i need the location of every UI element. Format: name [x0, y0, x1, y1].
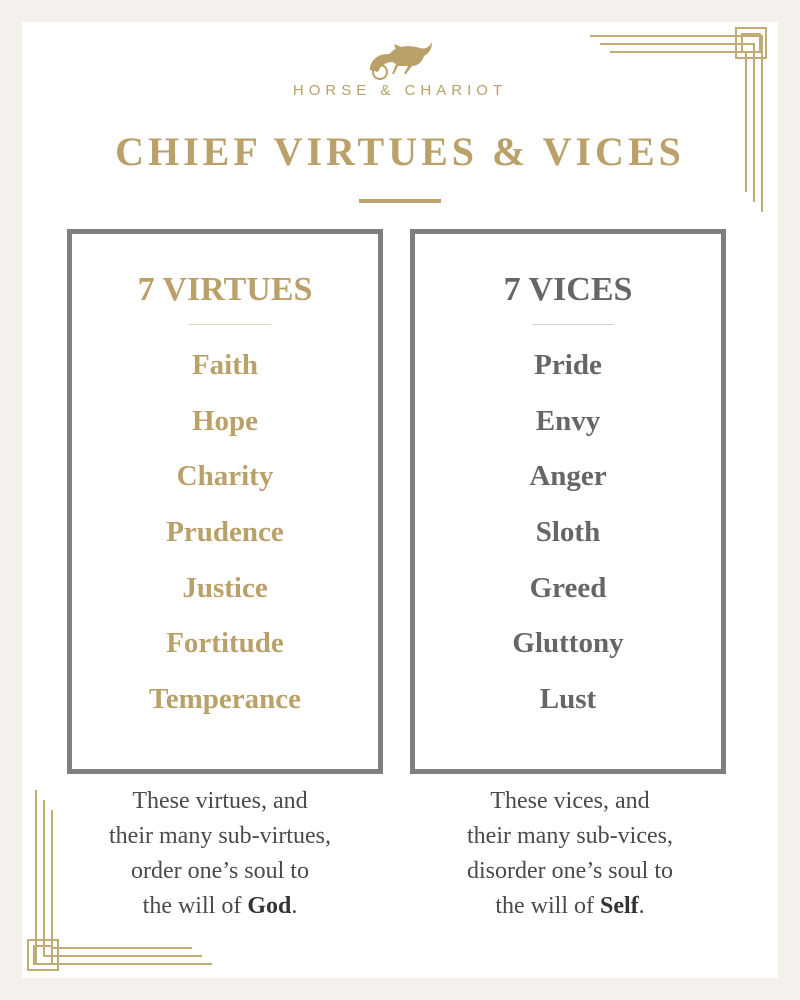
virtues-divider: [189, 324, 271, 325]
caption-punctuation: .: [291, 893, 298, 919]
vice-item: Lust: [539, 683, 597, 716]
virtues-box: [67, 229, 383, 774]
caption-line: order one’s soul to: [131, 858, 309, 884]
virtue-item: Faith: [191, 349, 259, 381]
vices-list: [415, 341, 721, 731]
vice-item: Pride: [534, 349, 602, 381]
caption-emphasis: God: [247, 893, 292, 919]
vice-item: Anger: [529, 460, 607, 493]
caption-line: [60, 889, 380, 924]
virtues-caption: [60, 784, 380, 924]
caption-line: [410, 889, 730, 924]
vice-item: Sloth: [535, 516, 601, 549]
caption-line: their many sub-vices,: [467, 823, 673, 849]
virtues-heading: 7 VIRTUES: [137, 271, 313, 308]
vices-heading: 7 VICES: [503, 271, 633, 308]
chariot-logo-icon: [364, 40, 436, 80]
page-title: CHIEF VIRTUES & VICES: [115, 129, 685, 174]
vices-divider: [532, 324, 614, 325]
caption-line: These virtues, and: [132, 788, 308, 814]
vice-item: Gluttony: [512, 627, 624, 660]
caption-line: disorder one’s soul to: [467, 858, 673, 884]
vice-item: Greed: [529, 571, 607, 604]
title-divider: [359, 199, 441, 203]
brand-name: HORSE & CHARIOT: [292, 82, 508, 99]
caption-line: These vices, and: [490, 788, 650, 814]
brand-logo: [0, 40, 800, 80]
caption-emphasis: Self: [599, 893, 639, 919]
virtue-item: Temperance: [149, 683, 301, 716]
vices-box: [410, 229, 726, 774]
virtue-item: Fortitude: [166, 627, 284, 660]
virtue-item: Justice: [182, 571, 268, 604]
vice-item: Envy: [535, 404, 601, 437]
virtue-item: Hope: [191, 404, 259, 437]
caption-line: their many sub-virtues,: [109, 823, 331, 849]
caption-text: the will of: [495, 893, 600, 919]
caption-text: the will of: [142, 893, 248, 919]
virtue-item: Charity: [176, 460, 274, 493]
vices-caption: [410, 784, 730, 924]
virtues-list: [72, 341, 378, 731]
virtue-item: Prudence: [166, 516, 284, 549]
caption-punctuation: .: [638, 893, 645, 919]
